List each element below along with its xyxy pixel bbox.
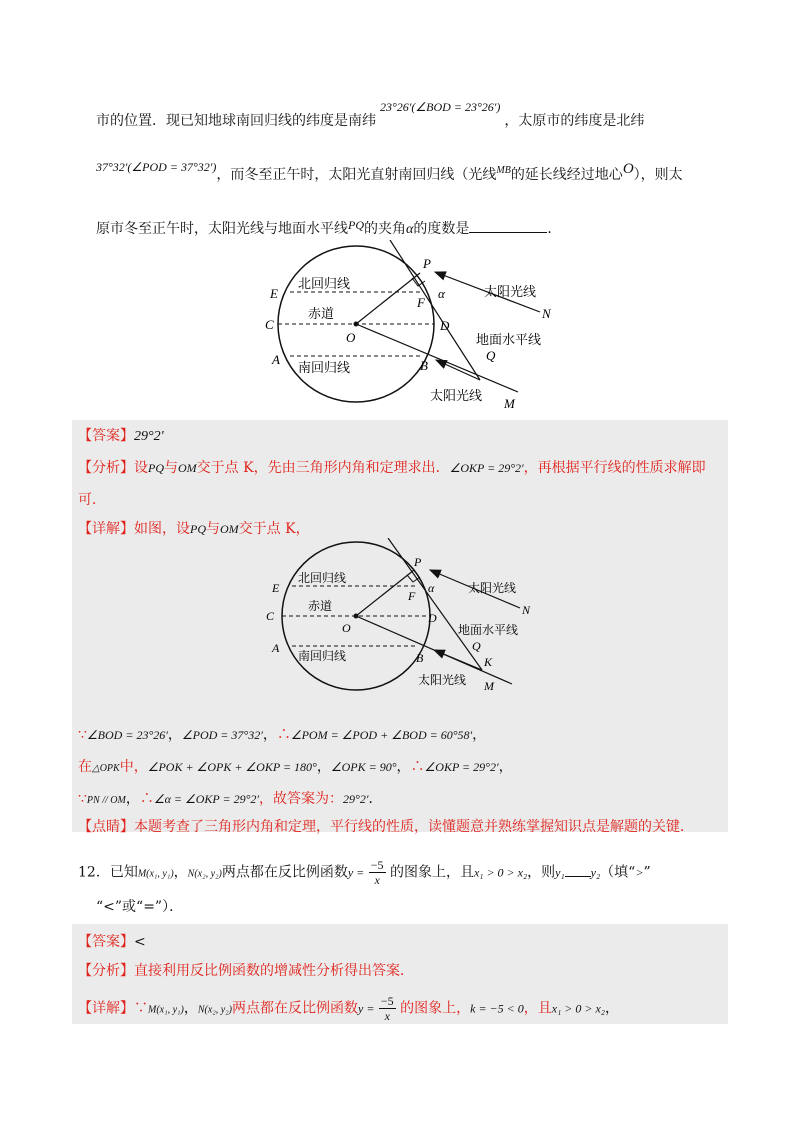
q12-line-2: “<”或“=”）． — [96, 899, 184, 915]
q11-line-3: 原市冬至正午时，太阳光线与地面水平线PQ的夹角α的度数是 ． — [96, 218, 562, 237]
q11-analysis-cont: 可． — [78, 492, 106, 508]
svg-text:D: D — [440, 318, 450, 333]
svg-text:P: P — [423, 256, 431, 271]
svg-text:E: E — [272, 581, 280, 595]
q12-blank — [565, 866, 591, 877]
svg-text:太阳光线: 太阳光线 — [468, 581, 517, 595]
svg-text:北回归线: 北回归线 — [298, 571, 347, 585]
svg-text:O: O — [342, 621, 351, 635]
figure-1 — [250, 240, 570, 415]
q11-step-3: ∵PN // OM，∴∠α = ∠OKP = 29°2′，故答案为：29°2′． — [78, 791, 383, 807]
svg-text:N: N — [522, 603, 531, 617]
q11-detail: 【详解】如图，设PQ与OM交于点 K， — [78, 521, 310, 537]
q12-answer: 【答案】< — [78, 934, 146, 950]
svg-text:B: B — [416, 651, 424, 665]
svg-text:C: C — [265, 317, 274, 332]
svg-text:F: F — [408, 589, 416, 603]
answer-blank — [469, 220, 547, 233]
q11-line-2: 37°32′(∠POD = 37°32′)，而冬至正午时，太阳光直射南回归线（光线$^{MB}$的延长线经过地心O），则太 — [96, 160, 683, 183]
q12-line-1: 12．已知M(x₁, y₁)，N(x₂, y₂)两点都在反比例函数y = $\frac{-5}{x}$ 的图象上，且x₁ > 0 > x₂，则y₁ y₂（填“>” — [78, 858, 651, 887]
svg-text:南回归线: 南回归线 — [298, 361, 351, 376]
svg-text:C: C — [266, 609, 275, 623]
q12-analysis: 【分析】直接利用反比例函数的增减性分析得出答案． — [78, 963, 414, 979]
svg-text:M: M — [484, 679, 494, 693]
q11-analysis: 【分析】设PQ与OM交于点 K，先由三角形内角和定理求出．∠OKP = 29°2′，再根据平行线的性质求解即 — [78, 460, 706, 476]
q11-step-1: ∵∠BOD = 23°26′，∠POD = 37°32′，∴∠POM = ∠POD + ∠BOD = 60°58′， — [78, 727, 487, 743]
svg-text:B: B — [420, 358, 428, 373]
svg-text:O: O — [346, 330, 356, 345]
svg-text:地面水平线: 地面水平线 — [476, 333, 542, 348]
svg-text:北回归线: 北回归线 — [298, 277, 351, 292]
svg-text:α: α — [438, 286, 445, 301]
figure-2 — [250, 538, 570, 698]
svg-text:E: E — [270, 286, 278, 301]
svg-text:太阳光线: 太阳光线 — [430, 389, 483, 404]
q11-line-1: 市的位置．现已知地球南回归线的纬度是南纬23°26′(∠BOD = 23°26′)，太原市的纬度是北纬 — [96, 100, 645, 129]
svg-text:地面水平线: 地面水平线 — [458, 623, 519, 637]
svg-text:P: P — [414, 555, 422, 569]
q11-answer: 【答案】29°2′ — [78, 428, 164, 444]
q11-review: 【点睛】本题考查了三角形内角和定理，平行线的性质，读懂题意并熟练掌握知识点是解题的关键． — [78, 819, 694, 835]
q12-fraction: $\frac{-5}{x}$ — [370, 858, 384, 887]
svg-text:A: A — [272, 641, 280, 655]
svg-text:A: A — [272, 352, 280, 367]
svg-text:F: F — [417, 295, 425, 310]
svg-text:太阳光线: 太阳光线 — [484, 285, 537, 300]
svg-text:N: N — [542, 306, 551, 321]
svg-text:K: K — [484, 655, 493, 669]
svg-text:南回归线: 南回归线 — [298, 649, 347, 663]
q11-step-2: 在△OPK中，∠POK + ∠OPK + ∠OKP = 180°，∠OPK = 90°，∴∠OKP = 29°2′， — [78, 759, 513, 775]
svg-text:Q: Q — [472, 639, 481, 653]
q12-detail-fraction: $\frac{-5}{x}$ — [380, 994, 394, 1023]
q12-detail: 【详解】∵M(x₁, y₁)，N(x₂, y₂)两点都在反比例函数y = $\frac{-5}{x}$ 的图象上，k = −5 < 0，且x₁ > 0 > x₂， — [78, 994, 619, 1023]
svg-text:赤道: 赤道 — [308, 599, 333, 613]
svg-text:太阳光线: 太阳光线 — [418, 673, 467, 687]
svg-text:D: D — [428, 611, 437, 625]
svg-text:M: M — [504, 396, 515, 411]
svg-text:赤道: 赤道 — [308, 307, 335, 322]
svg-text:Q: Q — [486, 348, 496, 363]
svg-text:α: α — [428, 581, 435, 595]
